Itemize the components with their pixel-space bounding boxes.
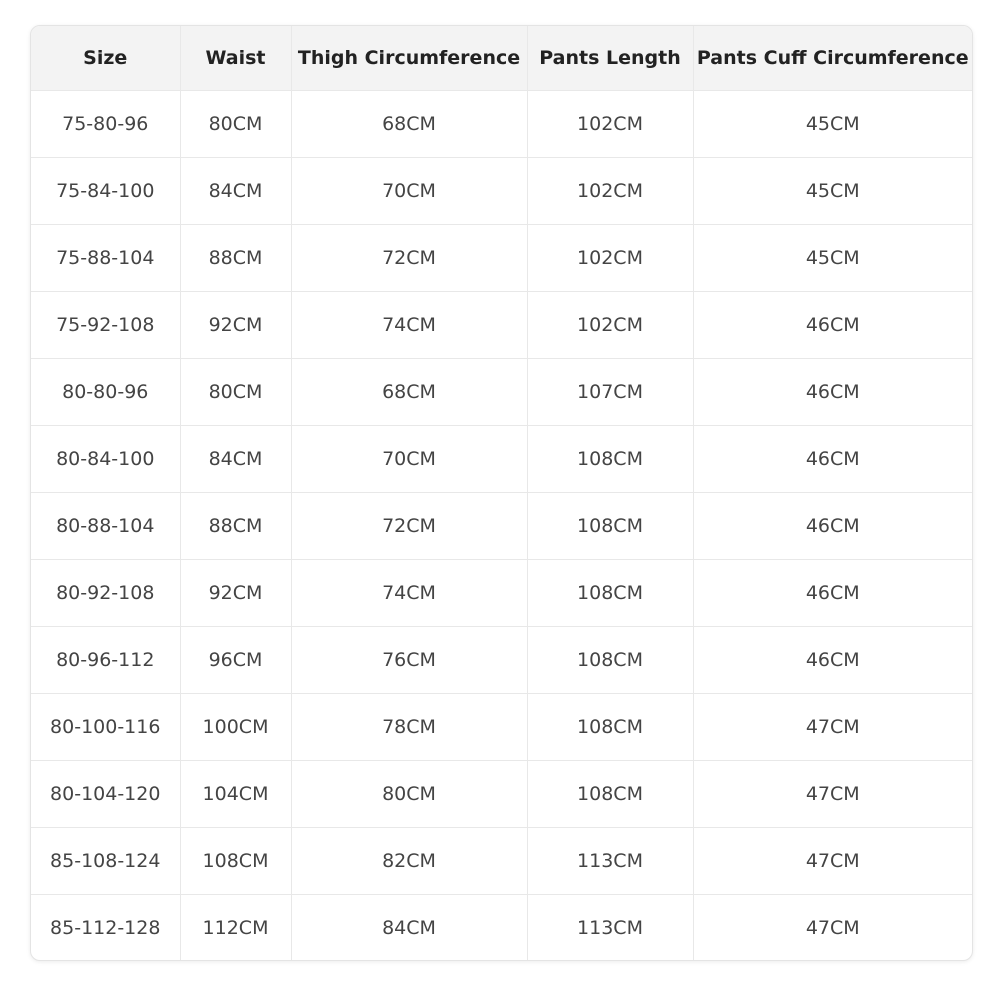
cell-size: 75-92-108	[31, 292, 180, 359]
cell-waist: 84CM	[180, 158, 291, 225]
cell-cuff: 46CM	[693, 426, 972, 493]
table-row	[31, 359, 972, 426]
cell-thigh: 74CM	[291, 292, 527, 359]
cell-cuff: 46CM	[693, 627, 972, 694]
table-row	[31, 895, 972, 962]
cell-size: 80-88-104	[31, 493, 180, 560]
cell-waist: 104CM	[180, 761, 291, 828]
cell-cuff: 46CM	[693, 359, 972, 426]
table-row	[31, 493, 972, 560]
cell-waist: 80CM	[180, 91, 291, 158]
cell-thigh: 70CM	[291, 158, 527, 225]
cell-pants-length: 102CM	[527, 292, 693, 359]
cell-thigh: 80CM	[291, 761, 527, 828]
cell-pants-length: 108CM	[527, 761, 693, 828]
cell-size: 75-80-96	[31, 91, 180, 158]
cell-thigh: 78CM	[291, 694, 527, 761]
cell-size: 80-104-120	[31, 761, 180, 828]
table-row	[31, 426, 972, 493]
cell-cuff: 46CM	[693, 493, 972, 560]
cell-waist: 96CM	[180, 627, 291, 694]
cell-cuff: 45CM	[693, 91, 972, 158]
cell-waist: 92CM	[180, 292, 291, 359]
cell-size: 85-112-128	[31, 895, 180, 962]
cell-cuff: 45CM	[693, 225, 972, 292]
cell-pants-length: 113CM	[527, 828, 693, 895]
cell-cuff: 45CM	[693, 158, 972, 225]
cell-cuff: 47CM	[693, 828, 972, 895]
cell-cuff: 46CM	[693, 292, 972, 359]
cell-size: 80-84-100	[31, 426, 180, 493]
cell-pants-length: 108CM	[527, 694, 693, 761]
cell-size: 75-84-100	[31, 158, 180, 225]
cell-cuff: 46CM	[693, 560, 972, 627]
header-thigh-circumference: Thigh Circumference	[291, 26, 527, 91]
table-row	[31, 560, 972, 627]
header-waist: Waist	[180, 26, 291, 91]
cell-pants-length: 102CM	[527, 91, 693, 158]
cell-pants-length: 108CM	[527, 426, 693, 493]
cell-waist: 80CM	[180, 359, 291, 426]
header-pants-length: Pants Length	[527, 26, 693, 91]
cell-cuff: 47CM	[805, 917, 860, 939]
cell-thigh: 82CM	[291, 828, 527, 895]
table-row	[31, 694, 972, 761]
cell-pants-length: 113CM	[527, 895, 693, 962]
cell-waist: 88CM	[180, 225, 291, 292]
cell-pants-length: 108CM	[527, 493, 693, 560]
header-row	[31, 26, 972, 91]
cell-waist: 100CM	[180, 694, 291, 761]
header-pants-cuff-circumference: Pants Cuff Circumference	[693, 26, 972, 91]
cell-waist: 92CM	[180, 560, 291, 627]
cell-waist: 108CM	[180, 828, 291, 895]
cell-cuff: 47CM	[693, 761, 972, 828]
table-row	[31, 158, 972, 225]
table-row	[31, 91, 972, 158]
cell-size: 85-108-124	[31, 828, 180, 895]
cell-size: 80-80-96	[31, 359, 180, 426]
cell-thigh: 70CM	[291, 426, 527, 493]
header-size: Size	[31, 26, 180, 91]
table-row	[31, 761, 972, 828]
cell-thigh: 84CM	[291, 895, 527, 962]
cell-pants-length: 108CM	[527, 627, 693, 694]
cell-thigh: 76CM	[291, 627, 527, 694]
cell-waist: 84CM	[180, 426, 291, 493]
table-header	[31, 26, 972, 91]
cell-thigh: 68CM	[291, 359, 527, 426]
cell-pants-length: 108CM	[527, 560, 693, 627]
cell-size: 80-92-108	[31, 560, 180, 627]
size-chart-table	[31, 26, 972, 961]
table-row	[31, 225, 972, 292]
table-row	[31, 627, 972, 694]
table-body	[31, 91, 972, 962]
cell-thigh: 68CM	[291, 91, 527, 158]
size-chart-table-container	[30, 25, 973, 961]
cell-cuff: 47CM	[693, 694, 972, 761]
cell-size: 75-88-104	[31, 225, 180, 292]
cell-pants-length: 107CM	[527, 359, 693, 426]
cell-thigh: 72CM	[291, 493, 527, 560]
cell-thigh: 74CM	[291, 560, 527, 627]
table-row	[31, 828, 972, 895]
cell-waist: 88CM	[180, 493, 291, 560]
cell-size: 80-96-112	[31, 627, 180, 694]
cell-pants-length: 102CM	[527, 225, 693, 292]
cell-size: 80-100-116	[31, 694, 180, 761]
cell-pants-length: 102CM	[527, 158, 693, 225]
table-row	[31, 292, 972, 359]
cell-thigh: 72CM	[291, 225, 527, 292]
cell-waist: 112CM	[180, 895, 291, 962]
